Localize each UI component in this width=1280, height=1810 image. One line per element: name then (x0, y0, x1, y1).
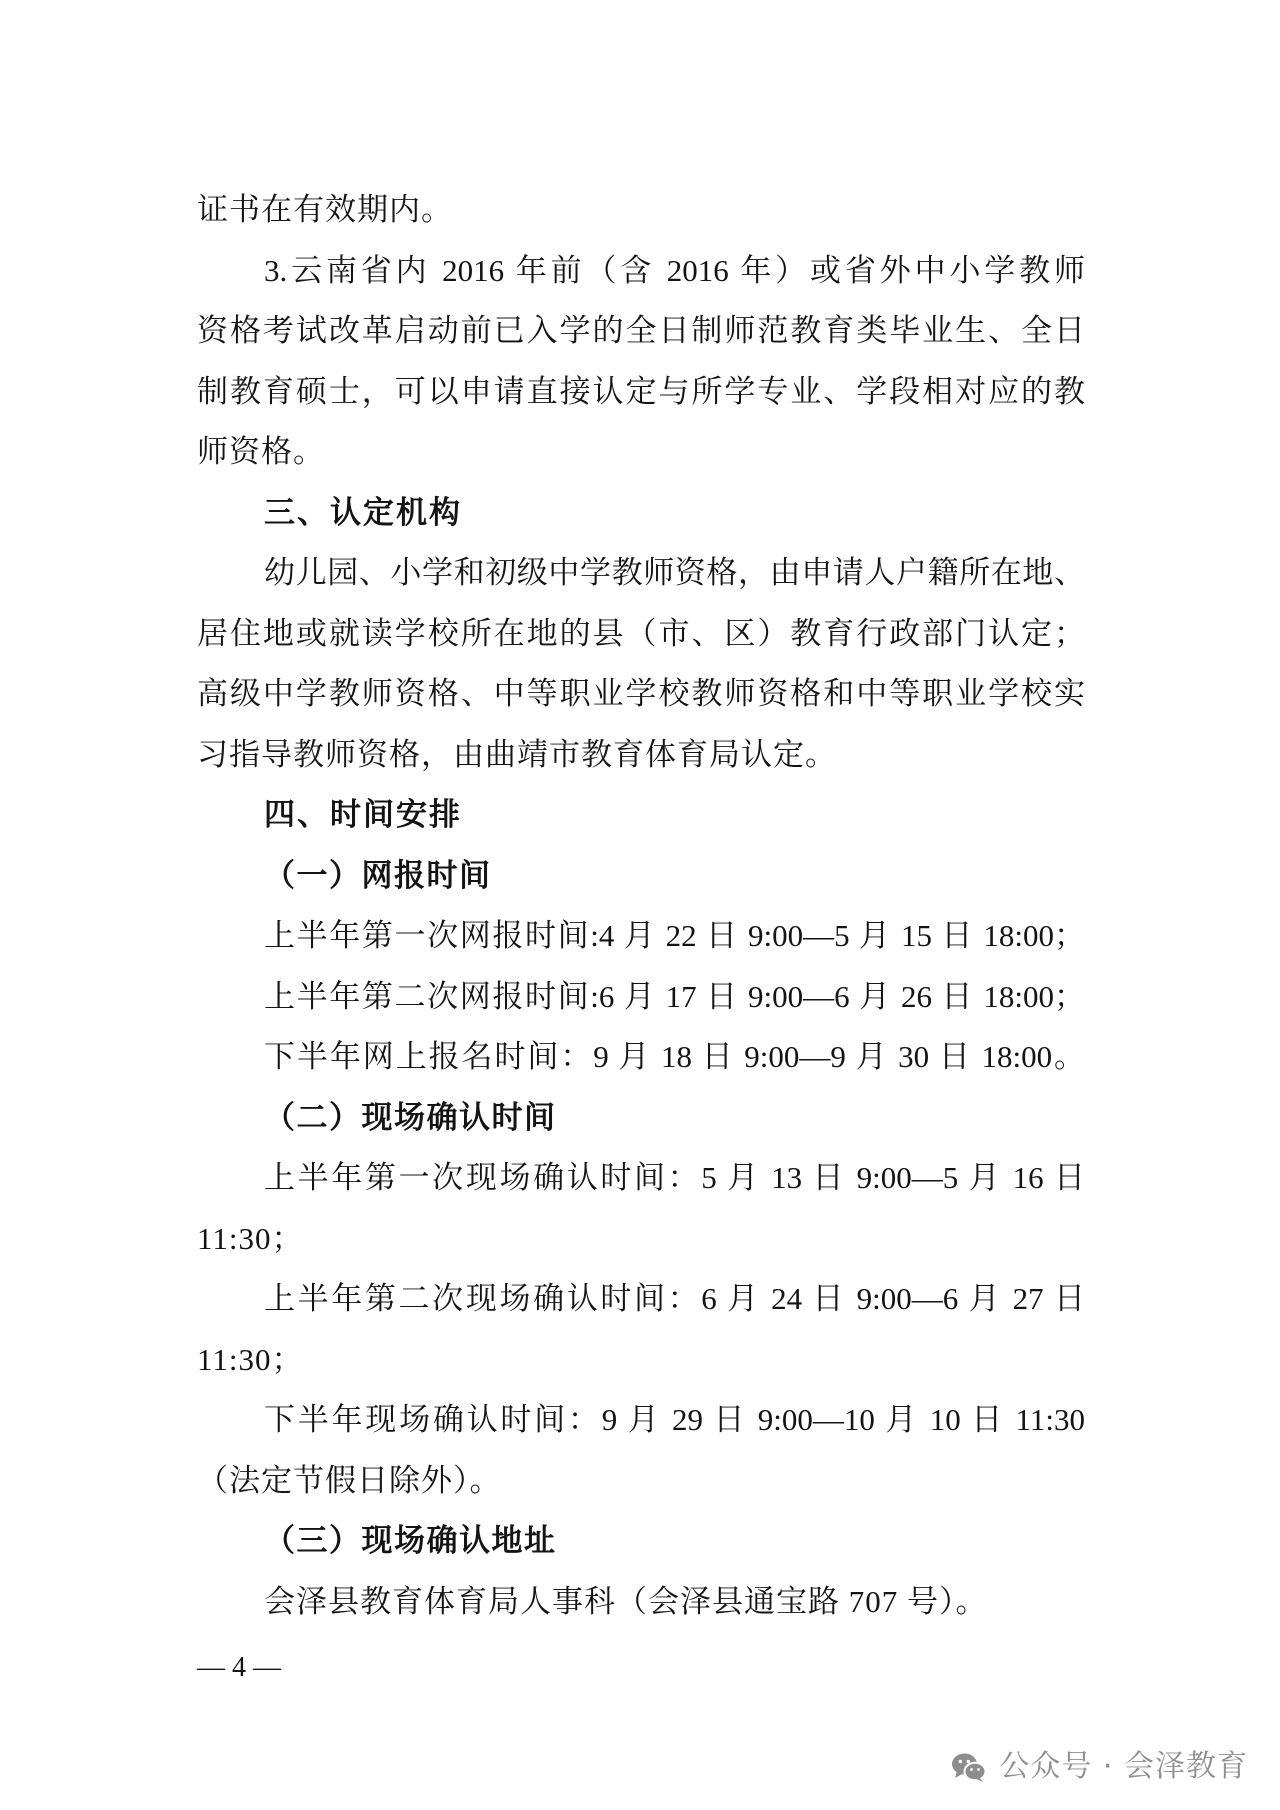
paragraph-line: 上半年第一次现场确认时间：5 月 13 日 9:00—5 月 16 日 (264, 1160, 1085, 1195)
paragraph-line: 上半年第一次网报时间:4 月 22 日 9:00—5 月 15 日 18:00； (264, 918, 1085, 953)
wechat-watermark (951, 1746, 1248, 1788)
watermark-text: 公众号 · 会泽教育 (999, 1749, 1248, 1784)
paragraph-line: 3.云南省内 2016 年前（含 2016 年）或省外中小学教师 (264, 252, 1085, 288)
paragraph-line: 下半年网上报名时间：9 月 18 日 9:00—9 月 30 日 18:00。 (264, 1039, 1085, 1074)
paragraph-line: 居住地或就读学校所在地的县（市、区）教育行政部门认定； (197, 615, 1085, 651)
paragraph-line: 11:30； (197, 1341, 304, 1377)
paragraph-line: 制教育硕士，可以申请直接认定与所学专业、学段相对应的教 (197, 373, 1085, 409)
paragraph-line: 高级中学教师资格、中等职业学校教师资格和中等职业学校实 (197, 676, 1085, 711)
paragraph-line: 11:30； (197, 1220, 304, 1256)
page-number: — 4 — (197, 1652, 281, 1683)
paragraph-line: 资格考试改革启动前已入学的全日制师范教育类毕业生、全日 (197, 313, 1085, 348)
paragraph-line: 会泽县教育体育局人事科（会泽县通宝路 707 号）。 (264, 1583, 988, 1619)
paragraph-line: 师资格。 (197, 434, 325, 469)
subsection-heading: （一）网报时间 (264, 857, 492, 893)
paragraph-line: （法定节假日除外）。 (197, 1462, 502, 1498)
paragraph-line: 证书在有效期内。 (197, 192, 453, 227)
subsection-heading: （二）现场确认时间 (264, 1099, 557, 1135)
paragraph-line: 幼儿园、小学和初级中学教师资格，由申请人户籍所在地、 (264, 555, 1085, 590)
subsection-heading: （三）现场确认地址 (264, 1523, 557, 1558)
wechat-icon (951, 1752, 987, 1783)
paragraph-line: 上半年第二次现场确认时间：6 月 24 日 9:00—6 月 27 日 (264, 1281, 1085, 1316)
paragraph-line: 上半年第二次网报时间:6 月 17 日 9:00—6 月 26 日 18:00； (264, 978, 1085, 1014)
section-heading: 四、时间安排 (264, 797, 462, 833)
paragraph-line: 习指导教师资格，由曲靖市教育体育局认定。 (197, 736, 837, 772)
paragraph-line: 下半年现场确认时间：9 月 29 日 9:00—10 月 10 日 11:30 (264, 1402, 1085, 1437)
section-heading: 三、认定机构 (264, 494, 462, 531)
document-body (197, 180, 1085, 1632)
